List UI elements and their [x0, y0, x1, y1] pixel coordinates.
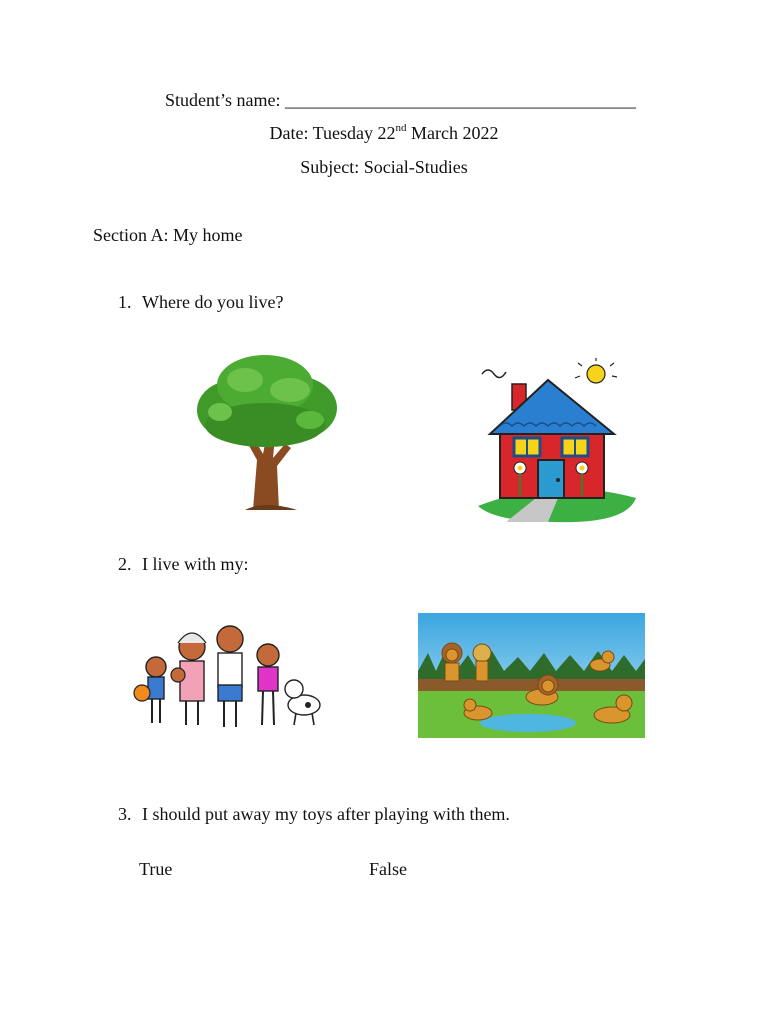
- question-number: 3.: [118, 804, 132, 824]
- question-number: 1.: [118, 292, 132, 312]
- question-1: [118, 291, 283, 313]
- family-icon: [128, 613, 328, 738]
- question-3: [118, 803, 510, 825]
- choice-false[interactable]: False: [369, 859, 407, 879]
- question-number: 2.: [118, 554, 132, 574]
- lions-option[interactable]: [418, 613, 645, 738]
- student-name-line: [165, 89, 636, 111]
- question-2: [118, 553, 249, 575]
- family-option[interactable]: [128, 613, 328, 738]
- tree-icon: [185, 350, 345, 510]
- question-text: I live with my:: [142, 554, 249, 574]
- student-name-blank[interactable]: _______________________________________: [285, 90, 636, 110]
- tree-option[interactable]: [185, 350, 345, 510]
- date-prefix: Date: Tuesday 22: [269, 123, 396, 143]
- choice-true[interactable]: True: [139, 859, 173, 879]
- date-superscript: nd: [395, 122, 407, 134]
- date-line: [0, 122, 768, 144]
- section-title: Section A: My home: [93, 225, 243, 245]
- student-name-label: Student’s name:: [165, 90, 281, 110]
- lions-icon: [418, 613, 645, 738]
- date-suffix: March 2022: [406, 123, 499, 143]
- house-option[interactable]: [476, 356, 638, 524]
- question-text: Where do you live?: [142, 292, 284, 312]
- question-text: I should put away my toys after playing with them.: [142, 804, 510, 824]
- house-icon: [476, 356, 638, 524]
- subject-line: Subject: Social-Studies: [300, 157, 468, 177]
